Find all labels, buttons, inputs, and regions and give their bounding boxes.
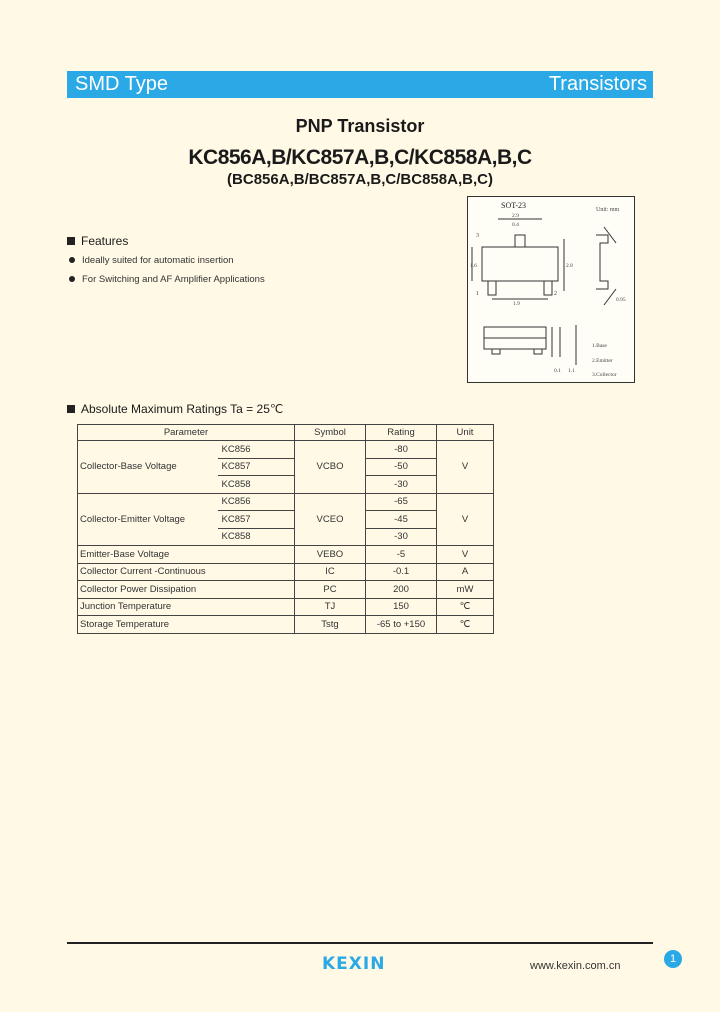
svg-text:0.1: 0.1 — [554, 368, 561, 374]
rating-cell: 200 — [366, 581, 437, 599]
model-cell: KC857 — [218, 458, 295, 476]
svg-text:1: 1 — [476, 291, 479, 297]
square-bullet-icon — [67, 405, 75, 413]
square-bullet-icon — [67, 237, 75, 245]
parameter-cell: Collector-Emitter Voltage — [78, 493, 218, 546]
table-row — [78, 616, 494, 634]
unit-cell: ℃ — [437, 598, 494, 616]
svg-text:0.95: 0.95 — [616, 297, 626, 303]
feature-item: Ideally suited for automatic insertion — [69, 255, 234, 266]
symbol-cell: VCBO — [295, 441, 366, 494]
equivalent-part-numbers: (BC856A,B/BC857A,B,C/BC858A,B,C) — [227, 171, 493, 188]
model-cell: KC857 — [218, 511, 295, 529]
rating-cell: 150 — [366, 598, 437, 616]
model-cell: KC858 — [218, 476, 295, 494]
rating-cell: -30 — [366, 476, 437, 494]
parameter-cell: Junction Temperature — [78, 598, 295, 616]
svg-text:0.4: 0.4 — [512, 222, 519, 228]
model-cell: KC856 — [218, 493, 295, 511]
table-row — [78, 598, 494, 616]
table-row — [78, 493, 494, 511]
footer-divider — [67, 942, 653, 944]
parameter-cell: Emitter-Base Voltage — [78, 546, 295, 564]
unit-cell: V — [437, 493, 494, 546]
parameter-cell: Collector Current -Continuous — [78, 563, 295, 581]
pin-emitter-label: 2.Emitter — [592, 358, 613, 364]
svg-text:1.9: 1.9 — [513, 301, 520, 307]
svg-text:1.1: 1.1 — [568, 368, 575, 374]
package-unit: Unit: mm — [596, 207, 620, 213]
part-numbers: KC856A,B/KC857A,B,C/KC858A,B,C — [188, 146, 532, 169]
rating-cell: -80 — [366, 441, 437, 459]
ratings-heading: Absolute Maximum Ratings Ta = 25℃ — [67, 402, 283, 416]
header-cell: Rating — [366, 425, 437, 441]
symbol-cell: Tstg — [295, 616, 366, 634]
parameter-cell: Storage Temperature — [78, 616, 295, 634]
unit-cell: A — [437, 563, 494, 581]
bullet-icon — [69, 257, 75, 263]
rating-cell: -30 — [366, 528, 437, 546]
header-banner — [67, 71, 653, 98]
table-row — [78, 581, 494, 599]
kexin-logo: KEXIN — [322, 954, 386, 974]
model-cell: KC858 — [218, 528, 295, 546]
svg-text:3: 3 — [476, 233, 479, 239]
symbol-cell: VEBO — [295, 546, 366, 564]
svg-text:1.6: 1.6 — [470, 263, 477, 269]
package-drawing — [467, 196, 635, 383]
symbol-cell: VCEO — [295, 493, 366, 546]
pin-collector-label: 3.Collector — [592, 372, 617, 378]
feature-item: For Switching and AF Amplifier Applications — [69, 274, 265, 285]
rating-cell: -50 — [366, 458, 437, 476]
header-cell: Parameter — [78, 425, 295, 441]
header-right: Transistors — [548, 73, 647, 95]
svg-text:2.8: 2.8 — [566, 263, 573, 269]
table-row — [78, 441, 494, 459]
header-cell: Unit — [437, 425, 494, 441]
model-cell: KC856 — [218, 441, 295, 459]
rating-cell: -5 — [366, 546, 437, 564]
bullet-icon — [69, 276, 75, 282]
website-link[interactable]: www.kexin.com.cn — [530, 960, 621, 972]
sot23-outline-drawing — [468, 197, 634, 382]
rating-cell: -0.1 — [366, 563, 437, 581]
symbol-cell: PC — [295, 581, 366, 599]
svg-text:2.9: 2.9 — [512, 213, 519, 219]
rating-cell: -65 to +150 — [366, 616, 437, 634]
pin-base-label: 1.Base — [592, 343, 607, 349]
symbol-cell: TJ — [295, 598, 366, 616]
unit-cell: V — [437, 546, 494, 564]
rating-cell: -45 — [366, 511, 437, 529]
package-name: SOT-23 — [501, 201, 527, 210]
page-number-badge: 1 — [664, 950, 682, 968]
svg-text:2: 2 — [554, 291, 557, 297]
page-title: PNP Transistor — [295, 116, 425, 136]
table-row — [78, 546, 494, 564]
parameter-cell: Collector-Base Voltage — [78, 441, 218, 494]
table-header-row — [78, 425, 494, 441]
absolute-max-ratings-table — [77, 424, 494, 634]
unit-cell: V — [437, 441, 494, 494]
symbol-cell: IC — [295, 563, 366, 581]
unit-cell: mW — [437, 581, 494, 599]
features-heading: Features — [67, 234, 128, 248]
table-row — [78, 563, 494, 581]
rating-cell: -65 — [366, 493, 437, 511]
parameter-cell: Collector Power Dissipation — [78, 581, 295, 599]
unit-cell: ℃ — [437, 616, 494, 634]
header-cell: Symbol — [295, 425, 366, 441]
header-left: SMD Type — [75, 73, 168, 95]
